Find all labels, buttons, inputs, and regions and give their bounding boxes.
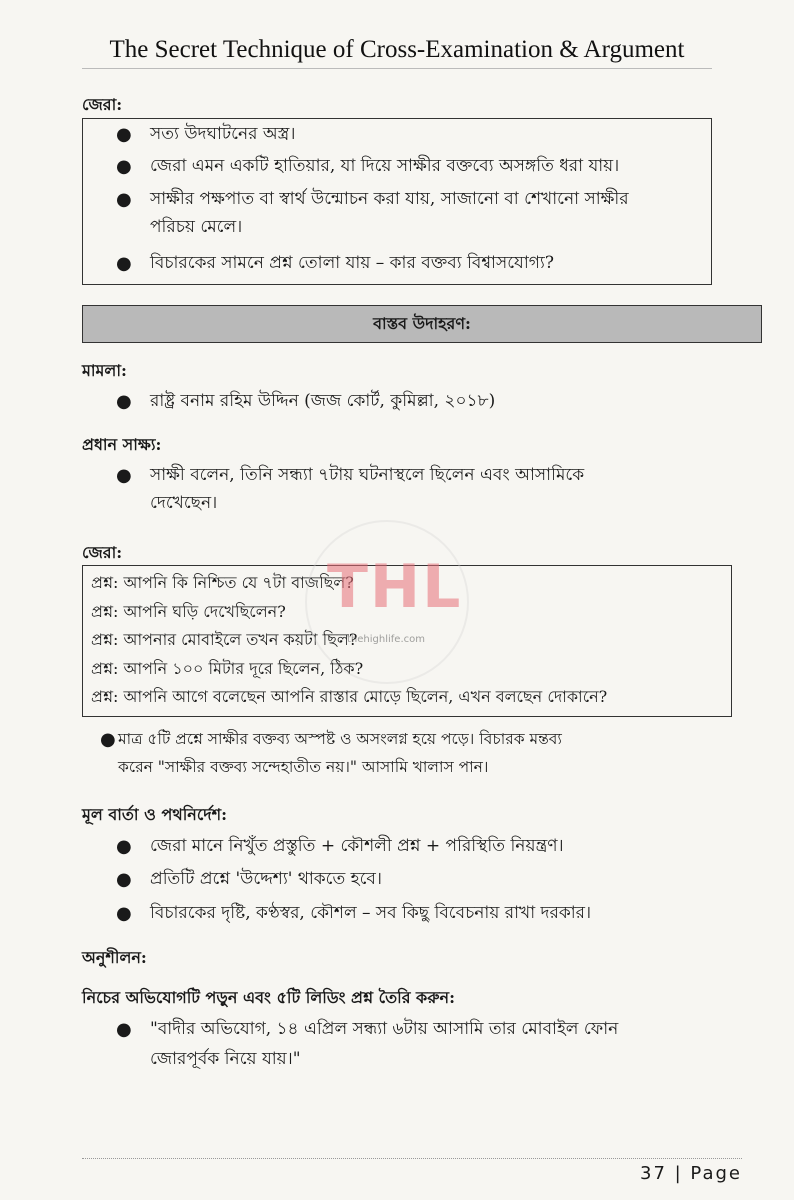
bullet-item: ● মাত্র ৫টি প্রশ্নে সাক্ষীর বক্তব্য অস্পষ্ট ও অসংলগ্ন হয়ে পড়ে। বিচারক মন্তব্য bbox=[118, 726, 562, 753]
page-number: 37 | Page bbox=[640, 1163, 742, 1184]
bullet-dot-icon: ● bbox=[116, 836, 132, 857]
example-banner: বাস্তব উদাহরণ: bbox=[82, 305, 762, 343]
bullet-dot-icon: ● bbox=[116, 124, 132, 145]
section-label-cross: জেরা: bbox=[82, 95, 123, 114]
question-line: প্রশ্ন: আপনি আগে বলেছেন আপনি রাস্তার মোড়ে ছিলেন, এখন বলছেন দোকানে? bbox=[91, 687, 608, 706]
question-line: প্রশ্ন: আপনি কি নিশ্চিত যে ৭টা বাজছিল? bbox=[91, 573, 354, 592]
question-line: প্রশ্ন: আপনি ১০০ মিটার দূরে ছিলেন, ঠিক? bbox=[91, 658, 364, 678]
bullet-item: ● বিচারকের দৃষ্টি, কণ্ঠস্বর, কৌশল – সব কিছু বিবেচনায় রাখা দরকার। bbox=[150, 900, 591, 927]
bullet-item: ● সত্য উদঘাটনের অস্ত্র। bbox=[150, 121, 295, 148]
bullet-item: ● সাক্ষী বলেন, তিনি সন্ধ্যা ৭টায় ঘটনাস্থলে ছিলেন এবং আসামিকে bbox=[150, 462, 584, 489]
header-divider bbox=[82, 68, 712, 69]
bullet-dot-icon: ● bbox=[116, 465, 132, 486]
bullet-continuation: করেন "সাক্ষীর বক্তব্য সন্দেহাতীত নয়।" আসামি খালাস পান। bbox=[118, 758, 489, 776]
bullet-continuation: পরিচয় মেলে। bbox=[150, 217, 243, 237]
bullet-dot-icon: ● bbox=[116, 253, 132, 274]
bullet-item: ● সাক্ষীর পক্ষপাত বা স্বার্থ উন্মোচন করা যায়, সাজানো বা শেখানো সাক্ষীর bbox=[150, 186, 629, 213]
bullet-dot-icon: ● bbox=[116, 391, 132, 412]
bullet-item: ● "বাদীর অভিযোগ, ১৪ এপ্রিল সন্ধ্যা ৬টায় আসামি তার মোবাইল ফোন bbox=[150, 1016, 618, 1043]
bullet-continuation: দেখেছেন। bbox=[150, 493, 218, 513]
page-header-title: The Secret Technique of Cross-Examination & Argument bbox=[109, 36, 685, 63]
bullet-continuation: জোরপূর্বক নিয়ে যায়।" bbox=[150, 1049, 301, 1069]
section-label-guidance: মূল বার্তা ও পথনির্দেশ: bbox=[82, 805, 228, 824]
watermark-subtext: thehighlife.com bbox=[347, 634, 425, 645]
questions-box bbox=[82, 565, 732, 717]
footer-divider bbox=[82, 1158, 742, 1159]
practice-instruction: নিচের অভিযোগটি পড়ুন এবং ৫টি লিডিং প্রশ্ন তৈরি করুন: bbox=[82, 988, 455, 1007]
bullet-dot-icon: ● bbox=[116, 189, 132, 210]
bullet-item: ● জেরা মানে নিখুঁত প্রস্তুতি + কৌশলী প্রশ্ন + পরিস্থিতি নিয়ন্ত্রণ। bbox=[150, 833, 564, 860]
bullet-item: ● বিচারকের সামনে প্রশ্ন তোলা যায় – কার বক্তব্য বিশ্বাসযোগ্য? bbox=[150, 250, 554, 277]
bullet-dot-icon: ● bbox=[116, 869, 132, 890]
question-line: প্রশ্ন: আপনার মোবাইলে তখন কয়টা ছিল? bbox=[91, 630, 358, 649]
watermark-text: THL bbox=[327, 552, 463, 622]
bullet-dot-icon: ● bbox=[116, 156, 132, 177]
question-line: প্রশ্ন: আপনি ঘড়ি দেখেছিলেন? bbox=[91, 601, 286, 621]
bullet-item: ● রাষ্ট্র বনাম রহিম উদ্দিন (জজ কোর্ট, কুমিল্লা, ২০১৮) bbox=[150, 388, 495, 415]
section-label-practice: অনুশীলন: bbox=[82, 948, 147, 967]
section-label-evidence: প্রধান সাক্ষ্য: bbox=[82, 435, 162, 454]
bullet-dot-icon: ● bbox=[116, 903, 132, 924]
bullet-dot-icon: ● bbox=[116, 1019, 132, 1040]
section-label-cross-questions: জেরা: bbox=[82, 543, 123, 562]
bullet-dot-icon: ● bbox=[100, 729, 116, 750]
bullet-item: ● জেরা এমন একটি হাতিয়ার, যা দিয়ে সাক্ষীর বক্তব্যে অসঙ্গতি ধরা যায়। bbox=[150, 153, 619, 180]
section-label-case: মামলা: bbox=[82, 361, 127, 380]
bullet-item: ● প্রতিটি প্রশ্নে 'উদ্দেশ্য' থাকতে হবে। bbox=[150, 866, 382, 893]
